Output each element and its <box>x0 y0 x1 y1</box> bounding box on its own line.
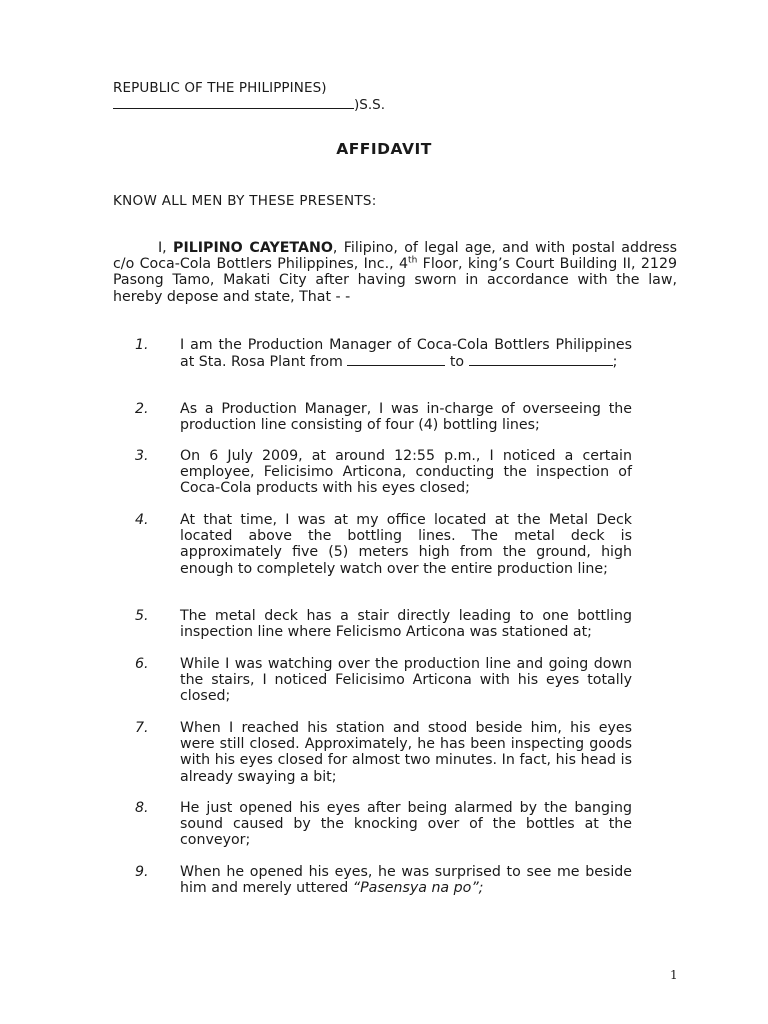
intro-text1: , Filipino, of legal age, and with postal address c/o Coca-Cola Bottlers Philippines, Inc., 4 <box>113 240 677 273</box>
item-number: 9. <box>135 864 149 880</box>
item-text: As a Production Manager, I was in-charge of overseeing the production line consisting of four (4) bottling lines; <box>180 401 632 434</box>
list-item <box>135 656 632 705</box>
item-number: 3. <box>135 448 149 464</box>
list-item <box>135 337 632 370</box>
item-text: At that time, I was at my office located at the Metal Deck located above the bottling lines. The metal deck is approximately five (5) meters high from the ground, high enough to completely watch over the entire production line; <box>180 512 632 577</box>
item-text: The metal deck has a stair directly leading to one bottling inspection line where Felicismo Articona was stationed at; <box>180 608 632 641</box>
venue-blank-line <box>113 95 385 113</box>
item-text: I am the Production Manager of Coca-Cola Bottlers Philippines at Sta. Rosa Plant from to ; <box>180 337 632 371</box>
affiant-name: PILIPINO CAYETANO <box>173 240 333 256</box>
item-text: When he opened his eyes, he was surprised to see me beside him and merely uttered “Pasensya na po”; <box>180 864 632 897</box>
intro-paragraph <box>113 240 677 305</box>
item-number: 7. <box>135 720 149 736</box>
list-item <box>135 401 632 433</box>
item-number: 2. <box>135 401 149 417</box>
item-text: When I reached his station and stood beside him, his eyes were still closed. Approximately, he has been inspecting goods with his eyes closed for almost two minutes. In fact, his head is already swaying a bit; <box>180 720 632 785</box>
intro-text2: Floor, king’s Court Building II, 2129 Pasong Tamo, Makati City after having sworn in accordance with the law, hereby depose and state, That - - <box>113 256 677 305</box>
venue-ss: )S.S. <box>354 97 385 113</box>
list-item <box>135 800 632 849</box>
list-item <box>135 608 632 640</box>
item-number: 5. <box>135 608 149 624</box>
page-number: 1 <box>670 968 678 982</box>
quoted-utterance: “Pasensya na po”; <box>352 880 484 897</box>
item-text: On 6 July 2009, at around 12:55 p.m., I noticed a certain employee, Felicisimo Articona, conducting the inspection of Coca-Cola products with his eyes closed; <box>180 448 632 497</box>
list-item <box>135 448 632 497</box>
item-number: 1. <box>135 337 149 353</box>
item-number: 8. <box>135 800 149 816</box>
venue-blank <box>113 95 354 109</box>
item-text: While I was watching over the production line and going down the stairs, I noticed Felicisimo Articona with his eyes totally closed; <box>180 656 632 705</box>
know-all-men: KNOW ALL MEN BY THESE PRESENTS: <box>113 193 377 209</box>
venue-republic: REPUBLIC OF THE PHILIPPINES) <box>113 80 327 96</box>
item-number: 6. <box>135 656 149 672</box>
item-number: 4. <box>135 512 149 528</box>
list-item <box>135 512 632 577</box>
date-from-blank <box>347 353 445 366</box>
list-item <box>135 720 632 785</box>
intro-pre: I, <box>158 240 174 256</box>
item-text: He just opened his eyes after being alarmed by the banging sound caused by the knocking over of the bottles at the conveyor; <box>180 800 632 849</box>
date-to-blank <box>469 353 613 366</box>
document-title: AFFIDAVIT <box>336 140 432 158</box>
intro-sup: th <box>408 255 418 266</box>
list-item <box>135 864 632 896</box>
